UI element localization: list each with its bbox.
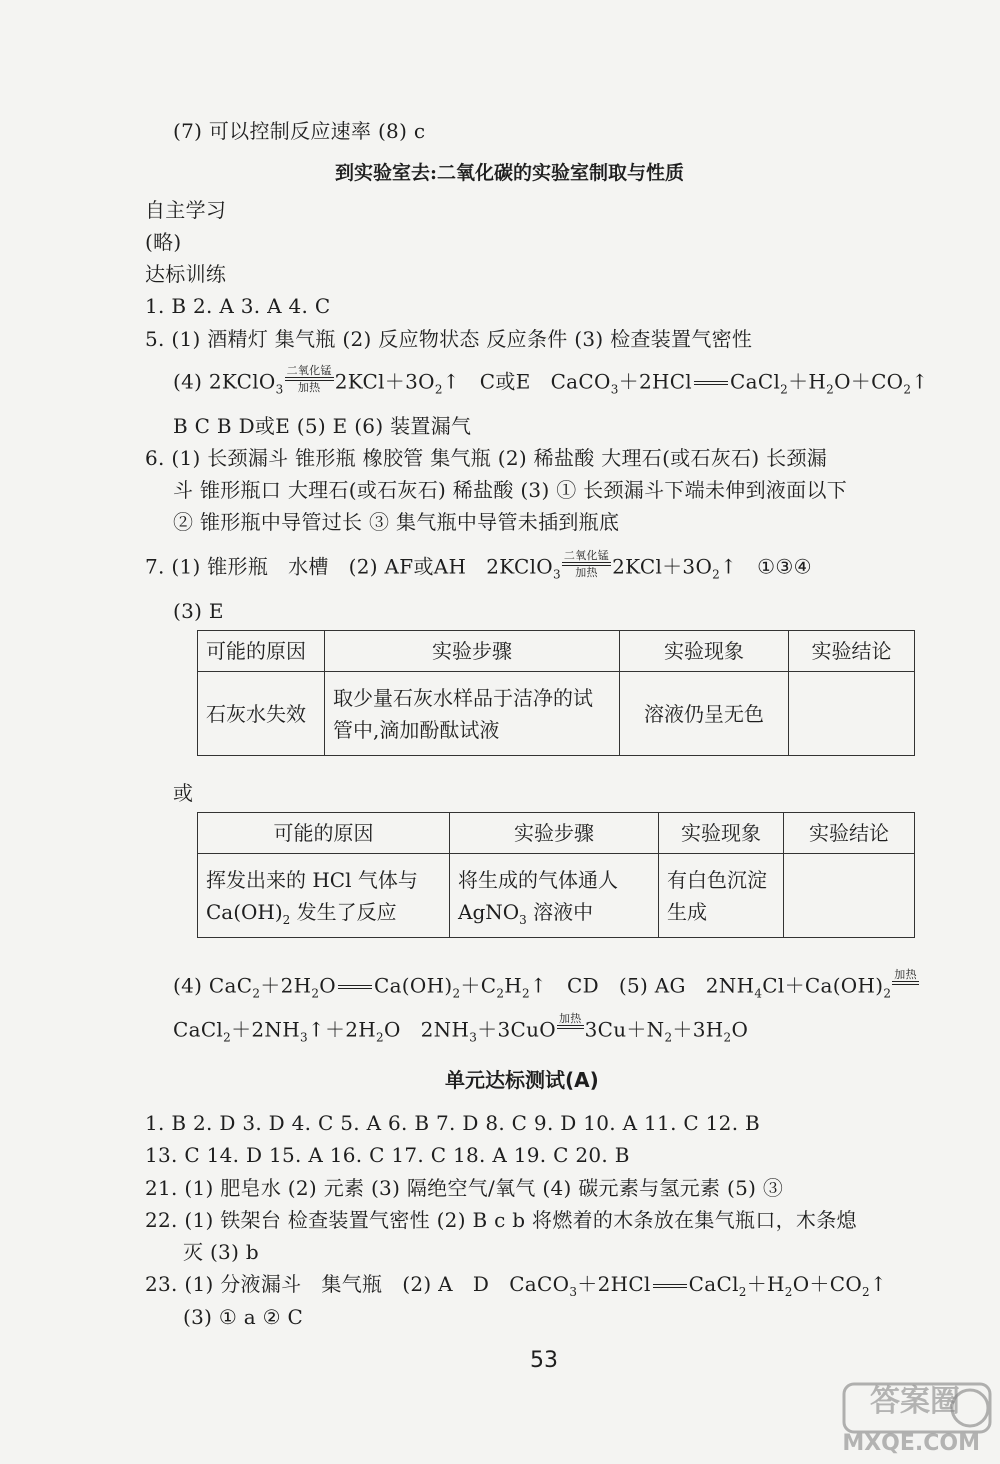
reaction-condition-catalyst-heat: 二氧化锰 加热 bbox=[286, 364, 332, 394]
table-header: 实验步骤 bbox=[450, 813, 659, 854]
answer-6-line2: 斗 锥形瓶口 大理石(或石灰石) 稀盐酸 (3) ① 长颈漏斗下端未伸到液面以下 bbox=[173, 478, 848, 502]
table-cell bbox=[789, 672, 915, 756]
answer-5-line3: B C B D或E (5) E (6) 装置漏气 bbox=[173, 414, 472, 438]
answer-22-line2: 灭 (3) b bbox=[183, 1240, 259, 1264]
cell-text: 溶液中 bbox=[533, 899, 594, 924]
answer-7-part3: (3) E bbox=[173, 599, 224, 623]
label-self-study: 自主学习 bbox=[145, 198, 227, 222]
answer-line-7-8: (7) 可以控制反应速率 (8) c bbox=[173, 119, 426, 143]
answer-5-line1: 5. (1) 酒精灯 集气瓶 (2) 反应物状态 反应条件 (3) 检查装置气密性 bbox=[145, 327, 753, 351]
cell-text: 挥发出来的 HCl 气体与 bbox=[206, 867, 418, 892]
table-header: 实验结论 bbox=[789, 631, 915, 672]
table-header: 可能的原因 bbox=[198, 813, 450, 854]
answer-23-line1: 23. (1) 分液漏斗 集气瓶 (2) A D CaCO$_3$＋2HCl $CaCl_2+H_2O+CO_2↑$ bbox=[145, 1272, 888, 1299]
answer-22-line1: 22. (1) 铁架台 检查装置气密性 (2) B c b 将燃着的木条放在集气瓶口，木条熄 bbox=[145, 1208, 857, 1232]
table-cell: 有白色沉淀生成 bbox=[659, 854, 784, 938]
or-label: 或 bbox=[173, 781, 194, 805]
mc-answers-13-20: 13. C 14. D 15. A 16. C 17. C 18. A 19. C 20. B bbox=[145, 1143, 630, 1167]
reaction-condition-heat-2: 加热 bbox=[557, 1012, 584, 1042]
answer-7-line1: 7. (1) 锥形瓶 水槽 (2) AF或AH 2KClO$_3$ 二氧化锰 加热 $2KCl+3O_2↑$ ①③④ bbox=[145, 549, 812, 582]
label-practice: 达标训练 bbox=[145, 262, 227, 286]
watermark-url: MXQE.COM bbox=[842, 1431, 980, 1456]
answer-5-equations: (4) 2KClO$_3$ 二氧化锰 加热 $2KCl+3O_2↑$ C或E CaCO$_3$＋2HCl $CaCl_2+H_2O+CO_2↑$ bbox=[173, 364, 929, 397]
mc-answers-1-12: 1. B 2. D 3. D 4. C 5. A 6. B 7. D 8. C 9. D 10. A 11. C 12. B bbox=[145, 1111, 761, 1135]
table-cell: 取少量石灰水样品于洁净的试管中,滴加酚酞试液 bbox=[325, 672, 620, 756]
answer-23-line2: (3) ① a ② C bbox=[183, 1305, 304, 1329]
answers-1-4: 1. B 2. A 3. A 4. C bbox=[145, 294, 331, 318]
table-header: 实验结论 bbox=[784, 813, 915, 854]
answer-6-line1: 6. (1) 长颈漏斗 锥形瓶 橡胶管 集气瓶 (2) 稀盐酸 大理石(或石灰石) 长颈漏 bbox=[145, 446, 828, 470]
cell-text: Ca(OH) bbox=[206, 899, 283, 924]
answer-21: 21. (1) 肥皂水 (2) 元素 (3) 隔绝空气/氧气 (4) 碳元素与氢元素 (5) ③ bbox=[145, 1176, 784, 1200]
table-cell: 将生成的气体通人 AgNO$_3$ 溶液中 bbox=[450, 854, 659, 938]
table-header: 实验现象 bbox=[620, 631, 789, 672]
table-cell: 溶液仍呈无色 bbox=[620, 672, 789, 756]
experiment-table-1 bbox=[197, 630, 915, 756]
table-cell bbox=[784, 854, 915, 938]
reaction-condition-catalyst-heat-2: 二氧化锰 加热 bbox=[563, 549, 610, 579]
unit-test-title: 单元达标测试(A) bbox=[445, 1068, 599, 1092]
answer-6-line3: ② 锥形瓶中导管过长 ③ 集气瓶中导管未插到瓶底 bbox=[173, 510, 620, 534]
table-row bbox=[198, 672, 915, 756]
page-number: 53 bbox=[530, 1348, 558, 1373]
section-title: 到实验室去:二氧化碳的实验室制取与性质 bbox=[335, 162, 685, 184]
table-cell: 挥发出来的 HCl 气体与 $Ca(OH)_2$ 发生了反应 bbox=[198, 854, 450, 938]
table-cell: 石灰水失效 bbox=[198, 672, 325, 756]
answer-7-part4: (4) $CaC_2+2H_2O$ $Ca(OH)_2+C_2H_2↑$ CD (5) AG $2NH_4Cl+Ca(OH)_2$ 加热 bbox=[173, 968, 917, 1001]
table-header-row bbox=[198, 631, 915, 672]
self-study-omitted: (略) bbox=[145, 230, 182, 254]
table-header-row bbox=[198, 813, 915, 854]
table-header: 实验现象 bbox=[659, 813, 784, 854]
watermark-text: 答案圈 bbox=[870, 1384, 960, 1419]
table-header: 实验步骤 bbox=[325, 631, 620, 672]
cell-text: 将生成的气体通人 bbox=[458, 867, 618, 892]
table-row bbox=[198, 854, 915, 938]
answer-7-part5: $CaCl_2+2NH_3↑+2H_2O$ $2NH_3+3CuO$ 加热 $3Cu+N_2+3H_2O$ bbox=[173, 1012, 749, 1045]
reaction-condition-heat: 加热 bbox=[892, 968, 919, 998]
experiment-table-2 bbox=[197, 812, 915, 938]
table-header: 可能的原因 bbox=[198, 631, 325, 672]
cell-text: 发生了反应 bbox=[290, 899, 397, 924]
